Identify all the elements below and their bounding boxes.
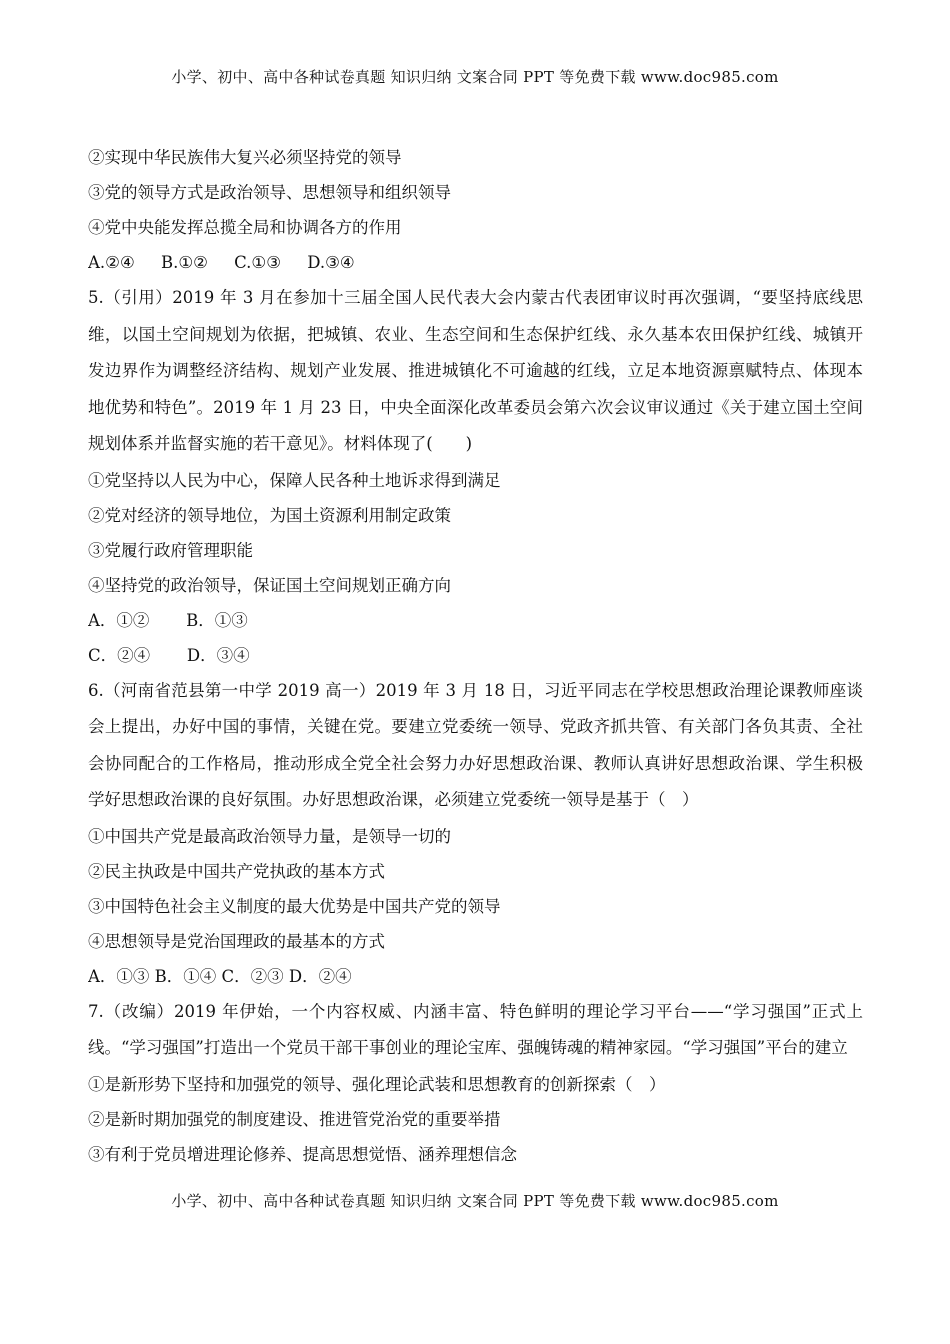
q6-stem: 6.（河南省范县第一中学 2019 高一）2019 年 3 月 18 日，习近平同志在学校思想政治理论课教师座谈会上提出，办好中国的事情，关键在党。要建立党委统一领导、党政齐抓共管、有关部门各负其责、全社会协同配合的工作格局，推动形成全党全社会努力办好思想政治课、教师认真讲好思想政治课、学生积极学好思想政治课的良好氛围。办好思想政治课，必须建立党委统一领导是基于（ ） (88, 680, 863, 809)
q6-option-3: ③中国特色社会主义制度的最大优势是中国共产党的领导 (88, 896, 501, 916)
q5-option-3: ③党履行政府管理职能 (88, 540, 253, 560)
q7-option-2: ②是新时期加强党的制度建设、推进管党治党的重要举措 (88, 1109, 501, 1129)
q6-option-2: ②民主执政是中国共产党执政的基本方式 (88, 861, 385, 881)
page-footer: 小学、初中、高中各种试卷真题 知识归纳 文案合同 PPT 等免费下载 www.doc985.com (171, 1192, 779, 1210)
q7-stem: 7.（改编）2019 年伊始，一个内容权威、内涵丰富、特色鲜明的理论学习平台——“学习强国”正式上线。“学习强国”打造出一个党员干部干事创业的理论宝库、强魄铸魂的精神家园。“学习强国”平台的建立 (88, 1001, 863, 1057)
q5-answer-choices-row2: C．②④ D．③④ (88, 645, 250, 665)
q5-answer-choices-row1: A．①② B．①③ (88, 610, 248, 630)
q5-option-2: ②党对经济的领导地位，为国土资源利用制定政策 (88, 505, 451, 525)
page-content (88, 140, 863, 1172)
q6-option-4: ④思想领导是党治国理政的最基本的方式 (88, 931, 385, 951)
q4-option-3: ③党的领导方式是政治领导、思想领导和组织领导 (88, 183, 451, 202)
q6-answer-choices: A．①③ B．①④ C．②③ D．②④ (88, 966, 352, 986)
q7-option-3: ③有利于党员增进理论修养、提高思想觉悟、涵养理想信念 (88, 1144, 517, 1164)
q5-option-1: ①党坚持以人民为中心，保障人民各种土地诉求得到满足 (88, 470, 501, 490)
q4-option-4: ④党中央能发挥总揽全局和协调各方的作用 (88, 218, 402, 237)
q6-option-1: ①中国共产党是最高政治领导力量，是领导一切的 (88, 826, 451, 846)
q4-answer-choices: A.②④ B.①② C.①③ D.③④ (88, 253, 355, 272)
q5-stem: 5.（引用）2019 年 3 月在参加十三届全国人民代表大会内蒙古代表团审议时再次强调，“要坚持底线思维，以国土空间规划为依据，把城镇、农业、生态空间和生态保护红线、永久基本农田保护红线、城镇开发边界作为调整经济结构、规划产业发展、推进城镇化不可逾越的红线，立足本地资源禀赋特点、体现本地优势和特色”。2019 年 1 月 23 日，中央全面深化改革委员会第六次会议审议通过《关于建立国土空间规划体系并监督实施的若干意见》。材料体现了( ) (88, 288, 863, 453)
q4-option-2: ②实现中华民族伟大复兴必须坚持党的领导 (88, 148, 402, 167)
q5-option-4: ④坚持党的政治领导，保证国土空间规划正确方向 (88, 575, 451, 595)
q7-option-1: ①是新形势下坚持和加强党的领导、强化理论武装和思想教育的创新探索（ ） (88, 1074, 666, 1094)
page-header: 小学、初中、高中各种试卷真题 知识归纳 文案合同 PPT 等免费下载 www.doc985.com (171, 68, 779, 86)
